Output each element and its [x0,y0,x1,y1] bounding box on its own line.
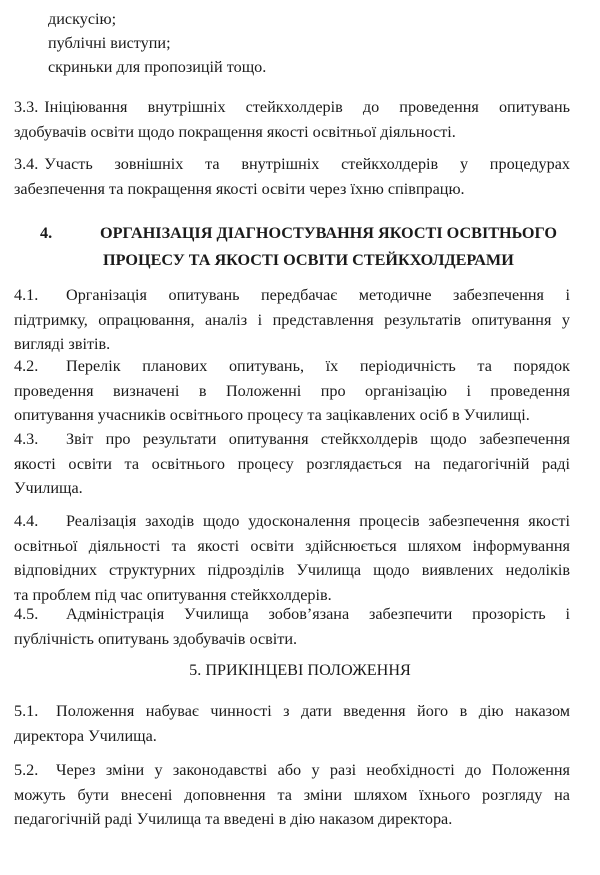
paragraph-text: Перелік планових опитувань, їх періодичність та порядок [66,357,570,375]
paragraph-line: здобувачів освіти щодо покращення якості освітньої діяльності. [14,122,456,141]
bullet-item: публічні виступи; [48,34,171,52]
paragraph-line: якості освіти та освітнього процесу розглядається на педагогічній раді [14,454,570,473]
paragraph-4-1 [14,283,570,357]
paragraph-text: Положення набуває чинності з дати введення його в дію наказом [56,702,570,720]
bullet-item: дискусію; [48,10,117,28]
paragraph-number: 4.2. [14,357,39,375]
paragraph-line: підтримку, опрацювання, аналіз і представлення результатів опитування у [14,310,570,329]
paragraph-line [14,283,570,308]
paragraph-line [14,758,570,783]
paragraph-4-2 [14,354,570,428]
paragraph-5-1 [14,699,570,748]
paragraph-text: Адміністрація Училища зобов’язана забезпечити прозорість і [66,605,570,623]
paragraph-line: опитування учасників освітнього процесу та зацікавлених осіб в Училищі. [14,406,530,424]
paragraph-line: публічність опитувань здобувачів освіти. [14,629,298,648]
paragraph-number: 3.3. [14,98,39,116]
paragraph-4-3 [14,427,570,501]
paragraph-line [14,95,570,120]
paragraph-text: Організація опитувань передбачає методичне забезпечення і [66,286,570,304]
paragraph-4-4 [14,509,570,607]
paragraph-text: Через зміни у законодавстві або у разі необхідності до Положення [56,761,570,779]
paragraph-line [14,699,570,724]
bullet-item: скриньки для пропозицій тощо. [48,58,267,76]
paragraph-number: 4.4. [14,512,39,530]
paragraph-line [14,602,570,627]
section-title-line: ПРОЦЕСУ ТА ЯКОСТІ ОСВІТИ СТЕЙКХОЛДЕРАМИ [103,251,514,269]
paragraph-number: 4.3. [14,430,39,448]
paragraph-4-5 [14,602,570,651]
paragraph-line: відповідних структурних підрозділів Училища щодо виявлених недоліків [14,561,570,579]
section-title-line: ОРГАНІЗАЦІЯ ДІАГНОСТУВАННЯ ЯКОСТІ ОСВІТНЬОГО [100,224,558,242]
paragraph-number: 3.4. [14,155,39,173]
paragraph-number: 5.2. [14,761,39,779]
paragraph-text: Участь зовнішніх та внутрішніх стейкхолдерів у процедурах [44,155,570,173]
paragraph-number: 4.5. [14,605,39,623]
paragraph-line: проведення визначені в Положенні про організацію і проведення [14,381,570,400]
paragraph-line [14,152,570,177]
paragraph-line [14,427,570,452]
paragraph-text: Ініціювання внутрішніх стейкхолдерів до проведення опитувань [44,98,570,116]
paragraph-3-4 [14,152,570,201]
paragraph-text: Звіт про результати опитування стейкхолдерів щодо забезпечення [66,430,570,448]
paragraph-text: Реалізація заходів щодо удосконалення процесів забезпечення якості [66,512,570,530]
paragraph-line: Училища. [14,479,83,497]
section-5-heading: 5. ПРИКІНЦЕВІ ПОЛОЖЕННЯ [189,661,411,679]
paragraph-line [14,509,570,534]
paragraph-number: 4.1. [14,286,39,304]
paragraph-5-2 [14,758,570,832]
paragraph-line: та проблем під час опитування стейкхолдерів. [14,585,332,604]
paragraph-line: забезпечення та покращення якості освіти через їхню співпрацю. [14,179,465,198]
paragraph-line: директора Училища. [14,726,157,745]
bullet-list [48,7,266,79]
paragraph-3-3 [14,95,570,144]
paragraph-line [14,354,570,379]
paragraph-line: вигляді звітів. [14,335,111,353]
section-number: 4. [40,224,53,242]
paragraph-line: педагогічній раді Училища та введені в дію наказом директора. [14,810,453,828]
paragraph-line: можуть бути внесені доповнення та зміни шляхом їхнього розгляду на [14,785,570,804]
paragraph-number: 5.1. [14,702,39,720]
paragraph-line: освітньої діяльності та якості освіти здійснюється шляхом інформування [14,536,570,555]
